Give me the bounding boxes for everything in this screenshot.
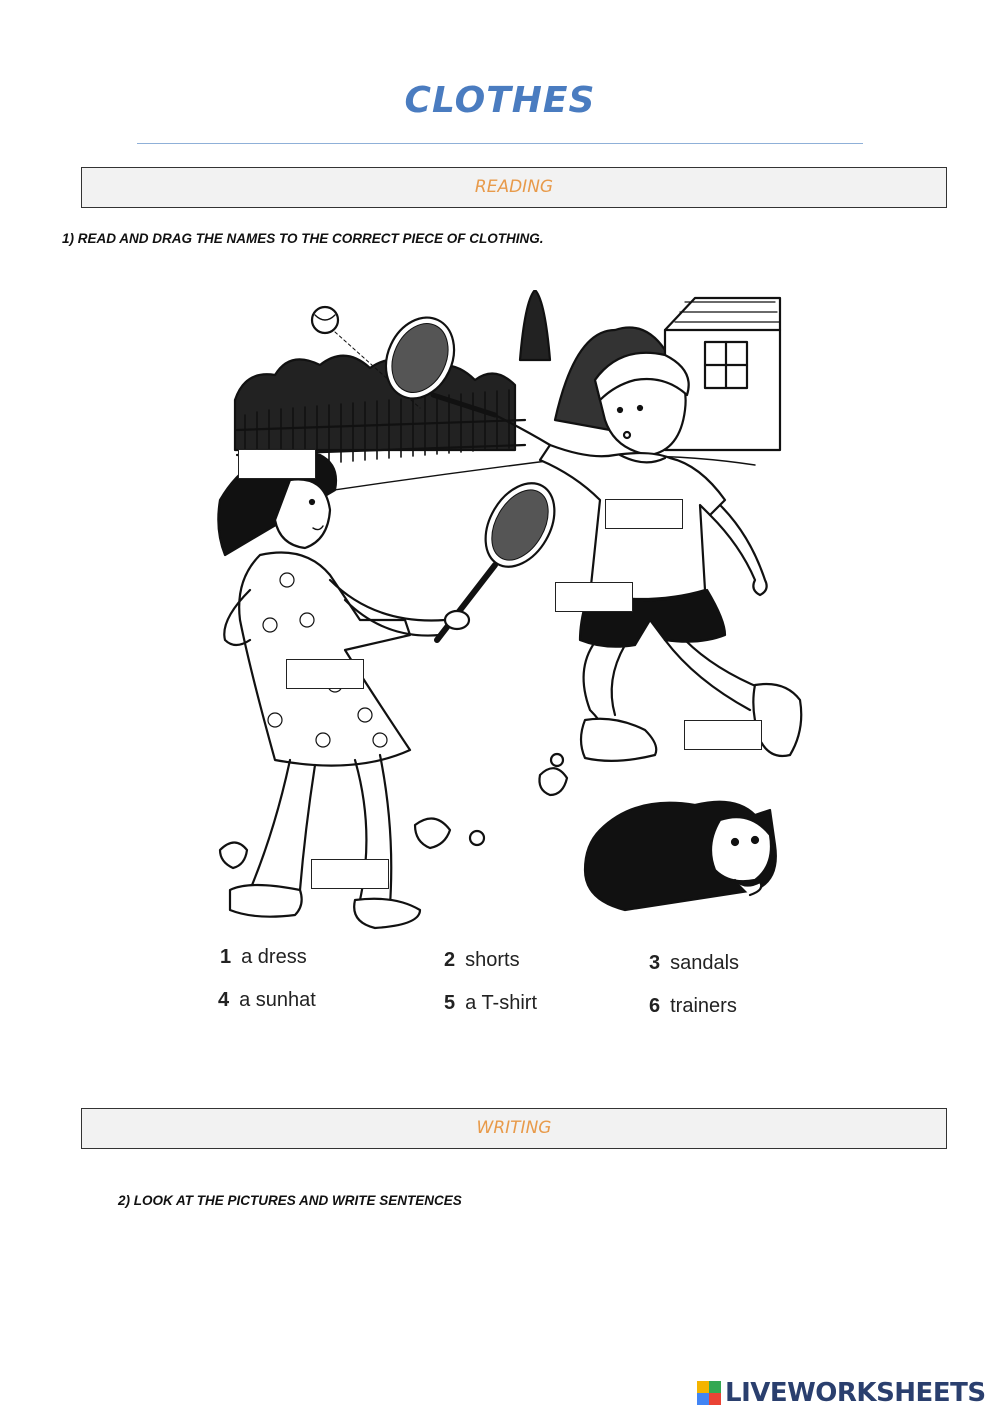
word-bank-number: 1 [220, 946, 232, 968]
drop-box-shorts[interactable] [555, 582, 633, 612]
reading-section-header [81, 167, 947, 208]
reading-section-label: READING [474, 177, 554, 197]
drop-box-sandals[interactable] [311, 859, 389, 889]
drop-box-trainers[interactable] [684, 720, 762, 750]
reading-instruction: 1) READ AND DRAG THE NAMES TO THE CORRECT PIECE OF CLOTHING. [62, 231, 544, 246]
word-bank-number: 6 [649, 995, 661, 1017]
page-title: CLOTHES [404, 80, 596, 121]
drop-box-dress[interactable] [286, 659, 364, 689]
word-bank-number: 3 [649, 952, 661, 974]
word-bank-item [649, 995, 737, 1018]
writing-section-label: WRITING [476, 1118, 552, 1138]
writing-instruction: 2) LOOK AT THE PICTURES AND WRITE SENTENCES [118, 1193, 462, 1208]
liveworksheets-logo [697, 1378, 986, 1408]
word-bank-text: sandals [670, 952, 740, 974]
word-bank-text: shorts [465, 949, 520, 971]
word-bank-item [218, 989, 316, 1012]
word-bank-item [444, 949, 520, 972]
liveworksheets-logo-icon [697, 1381, 721, 1405]
word-bank-item [220, 946, 307, 969]
drop-box-sunhat[interactable] [238, 449, 316, 479]
writing-section-header [81, 1108, 947, 1149]
word-bank-text: trainers [670, 995, 737, 1017]
liveworksheets-brand-text: LIVEWORKSHEETS [725, 1378, 986, 1408]
drop-box-t-shirt[interactable] [605, 499, 683, 529]
word-bank-item [444, 992, 537, 1015]
word-bank-text: a sunhat [239, 989, 316, 1011]
word-bank-number: 2 [444, 949, 456, 971]
word-bank-number: 4 [218, 989, 230, 1011]
word-bank-number: 5 [444, 992, 456, 1014]
tennis-scene-illustration [195, 290, 810, 1020]
word-bank-text: a dress [241, 946, 307, 968]
word-bank-text: a T-shirt [465, 992, 537, 1014]
word-bank-item [649, 952, 739, 975]
scene-drawing [195, 290, 810, 1020]
title-divider [137, 143, 863, 144]
